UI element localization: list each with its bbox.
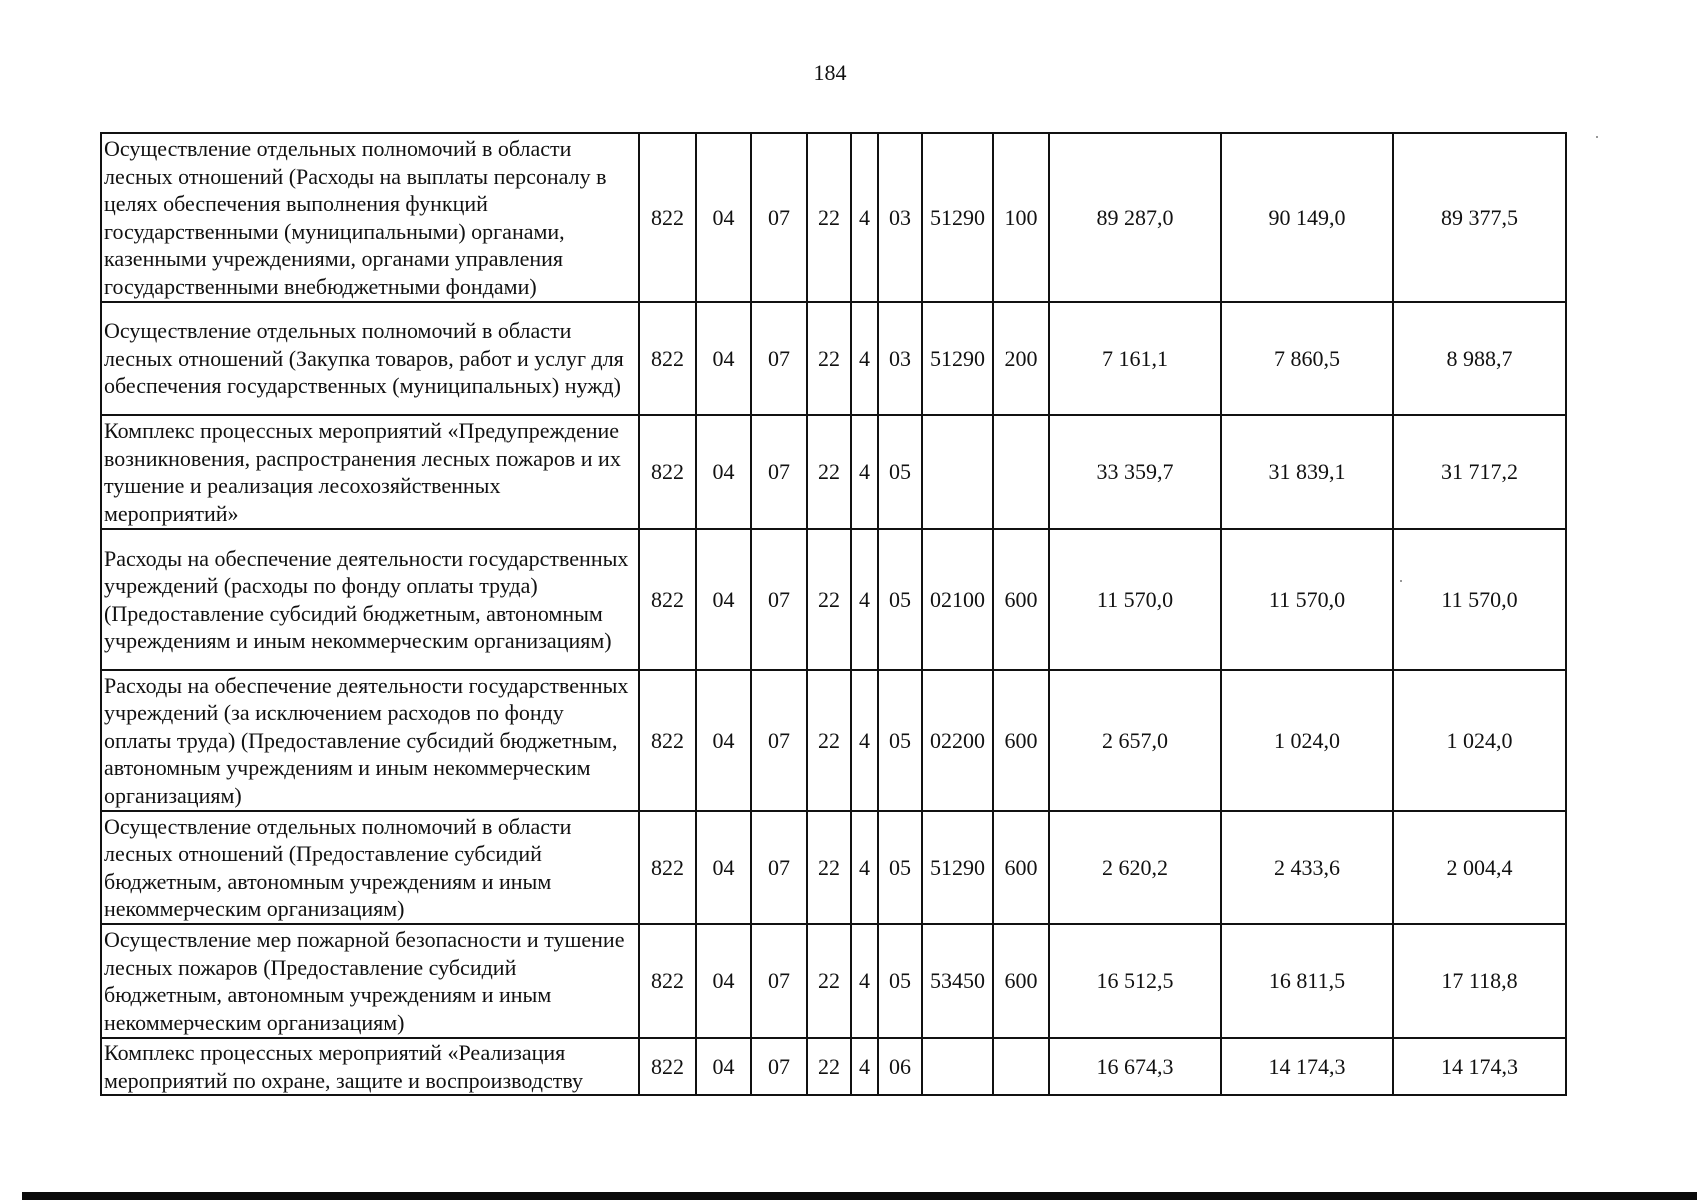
- subsection-code: 07: [751, 133, 807, 302]
- structure-code: 05: [878, 529, 922, 670]
- amount-year-1: 16 674,3: [1049, 1038, 1221, 1095]
- subprogram-code: 4: [851, 1038, 878, 1095]
- program-code: 22: [807, 811, 851, 924]
- ministry-code: 822: [639, 302, 696, 415]
- amount-year-1: 89 287,0: [1049, 133, 1221, 302]
- subsection-code: 07: [751, 924, 807, 1038]
- direction-code: 51290: [922, 133, 993, 302]
- table-row: [101, 811, 1566, 924]
- amount-year-2: 90 149,0: [1221, 133, 1393, 302]
- amount-year-1: 16 512,5: [1049, 924, 1221, 1038]
- ministry-code: 822: [639, 811, 696, 924]
- subsection-code: 07: [751, 811, 807, 924]
- direction-code: 51290: [922, 302, 993, 415]
- amount-year-2: 1 024,0: [1221, 670, 1393, 811]
- section-code: 04: [696, 811, 751, 924]
- program-code: 22: [807, 924, 851, 1038]
- structure-code: 06: [878, 1038, 922, 1095]
- structure-code: 05: [878, 811, 922, 924]
- direction-code: [922, 415, 993, 529]
- subprogram-code: 4: [851, 811, 878, 924]
- program-code: 22: [807, 670, 851, 811]
- program-code: 22: [807, 415, 851, 529]
- direction-code: 02100: [922, 529, 993, 670]
- direction-code: 51290: [922, 811, 993, 924]
- subsection-code: 07: [751, 302, 807, 415]
- table-row: [101, 529, 1566, 670]
- section-code: 04: [696, 415, 751, 529]
- row-description: Комплекс процессных мероприятий «Предупреждение возникновения, распространения лесных пожаров и их тушение и реализация лесохозяйственных мероприятий»: [101, 415, 639, 529]
- ministry-code: 822: [639, 1038, 696, 1095]
- section-code: 04: [696, 670, 751, 811]
- structure-code: 03: [878, 302, 922, 415]
- expense-type-code: 600: [993, 811, 1049, 924]
- amount-year-1: 2 657,0: [1049, 670, 1221, 811]
- amount-year-3: 14 174,3: [1393, 1038, 1566, 1095]
- table-row: [101, 924, 1566, 1038]
- subprogram-code: 4: [851, 670, 878, 811]
- subsection-code: 07: [751, 670, 807, 811]
- section-code: 04: [696, 529, 751, 670]
- amount-year-1: 7 161,1: [1049, 302, 1221, 415]
- scan-speck: [1596, 136, 1598, 138]
- structure-code: 03: [878, 133, 922, 302]
- amount-year-2: 16 811,5: [1221, 924, 1393, 1038]
- amount-year-2: 7 860,5: [1221, 302, 1393, 415]
- subsection-code: 07: [751, 529, 807, 670]
- structure-code: 05: [878, 415, 922, 529]
- subsection-code: 07: [751, 1038, 807, 1095]
- ministry-code: 822: [639, 415, 696, 529]
- direction-code: 53450: [922, 924, 993, 1038]
- row-description: Осуществление отдельных полномочий в области лесных отношений (Предоставление субсидий бюджетным, автономным учреждениям и иным некоммерческим организациям): [101, 811, 639, 924]
- subsection-code: 07: [751, 415, 807, 529]
- direction-code: 02200: [922, 670, 993, 811]
- amount-year-1: 2 620,2: [1049, 811, 1221, 924]
- table-row: [101, 302, 1566, 415]
- ministry-code: 822: [639, 924, 696, 1038]
- budget-table: [100, 132, 1567, 1096]
- row-description: Осуществление отдельных полномочий в области лесных отношений (Расходы на выплаты персоналу в целях обеспечения выполнения функций государственными (муниципальными) органами, казенными учреждениями, органами управления государственными внебюджетными фондами): [101, 133, 639, 302]
- expense-type-code: [993, 1038, 1049, 1095]
- table-row: [101, 415, 1566, 529]
- amount-year-2: 11 570,0: [1221, 529, 1393, 670]
- subprogram-code: 4: [851, 302, 878, 415]
- amount-year-2: 31 839,1: [1221, 415, 1393, 529]
- structure-code: 05: [878, 670, 922, 811]
- table-row: [101, 670, 1566, 811]
- row-description: Комплекс процессных мероприятий «Реализация мероприятий по охране, защите и воспроизводству: [101, 1038, 639, 1095]
- amount-year-3: 17 118,8: [1393, 924, 1566, 1038]
- amount-year-2: 14 174,3: [1221, 1038, 1393, 1095]
- amount-year-3: 2 004,4: [1393, 811, 1566, 924]
- table-row: [101, 133, 1566, 302]
- section-code: 04: [696, 1038, 751, 1095]
- amount-year-3: 11 570,0: [1393, 529, 1566, 670]
- ministry-code: 822: [639, 529, 696, 670]
- structure-code: 05: [878, 924, 922, 1038]
- table-row: [101, 1038, 1566, 1095]
- row-description: Расходы на обеспечение деятельности государственных учреждений (расходы по фонду оплаты труда) (Предоставление субсидий бюджетным, автономным учреждениям и иным некоммерческим организациям): [101, 529, 639, 670]
- expense-type-code: 100: [993, 133, 1049, 302]
- scan-edge-bar: [22, 1192, 1697, 1200]
- ministry-code: 822: [639, 133, 696, 302]
- row-description: Осуществление мер пожарной безопасности и тушение лесных пожаров (Предоставление субсидий бюджетным, автономным учреждениям и иным некоммерческим организациям): [101, 924, 639, 1038]
- expense-type-code: 600: [993, 924, 1049, 1038]
- amount-year-2: 2 433,6: [1221, 811, 1393, 924]
- amount-year-3: 89 377,5: [1393, 133, 1566, 302]
- section-code: 04: [696, 133, 751, 302]
- amount-year-3: 1 024,0: [1393, 670, 1566, 811]
- scan-speck: [1400, 580, 1402, 582]
- expense-type-code: 600: [993, 670, 1049, 811]
- page-number: 184: [813, 60, 847, 85]
- amount-year-3: 31 717,2: [1393, 415, 1566, 529]
- amount-year-3: 8 988,7: [1393, 302, 1566, 415]
- expense-type-code: 200: [993, 302, 1049, 415]
- row-description: Осуществление отдельных полномочий в области лесных отношений (Закупка товаров, работ и услуг для обеспечения государственных (муниципальных) нужд): [101, 302, 639, 415]
- amount-year-1: 33 359,7: [1049, 415, 1221, 529]
- expense-type-code: [993, 415, 1049, 529]
- subprogram-code: 4: [851, 415, 878, 529]
- program-code: 22: [807, 133, 851, 302]
- amount-year-1: 11 570,0: [1049, 529, 1221, 670]
- direction-code: [922, 1038, 993, 1095]
- subprogram-code: 4: [851, 529, 878, 670]
- program-code: 22: [807, 1038, 851, 1095]
- row-description: Расходы на обеспечение деятельности государственных учреждений (за исключением расходов по фонду оплаты труда) (Предоставление субсидий бюджетным, автономным учреждениям и иным некоммерческим организациям): [101, 670, 639, 811]
- program-code: 22: [807, 302, 851, 415]
- section-code: 04: [696, 302, 751, 415]
- subprogram-code: 4: [851, 924, 878, 1038]
- program-code: 22: [807, 529, 851, 670]
- subprogram-code: 4: [851, 133, 878, 302]
- ministry-code: 822: [639, 670, 696, 811]
- expense-type-code: 600: [993, 529, 1049, 670]
- section-code: 04: [696, 924, 751, 1038]
